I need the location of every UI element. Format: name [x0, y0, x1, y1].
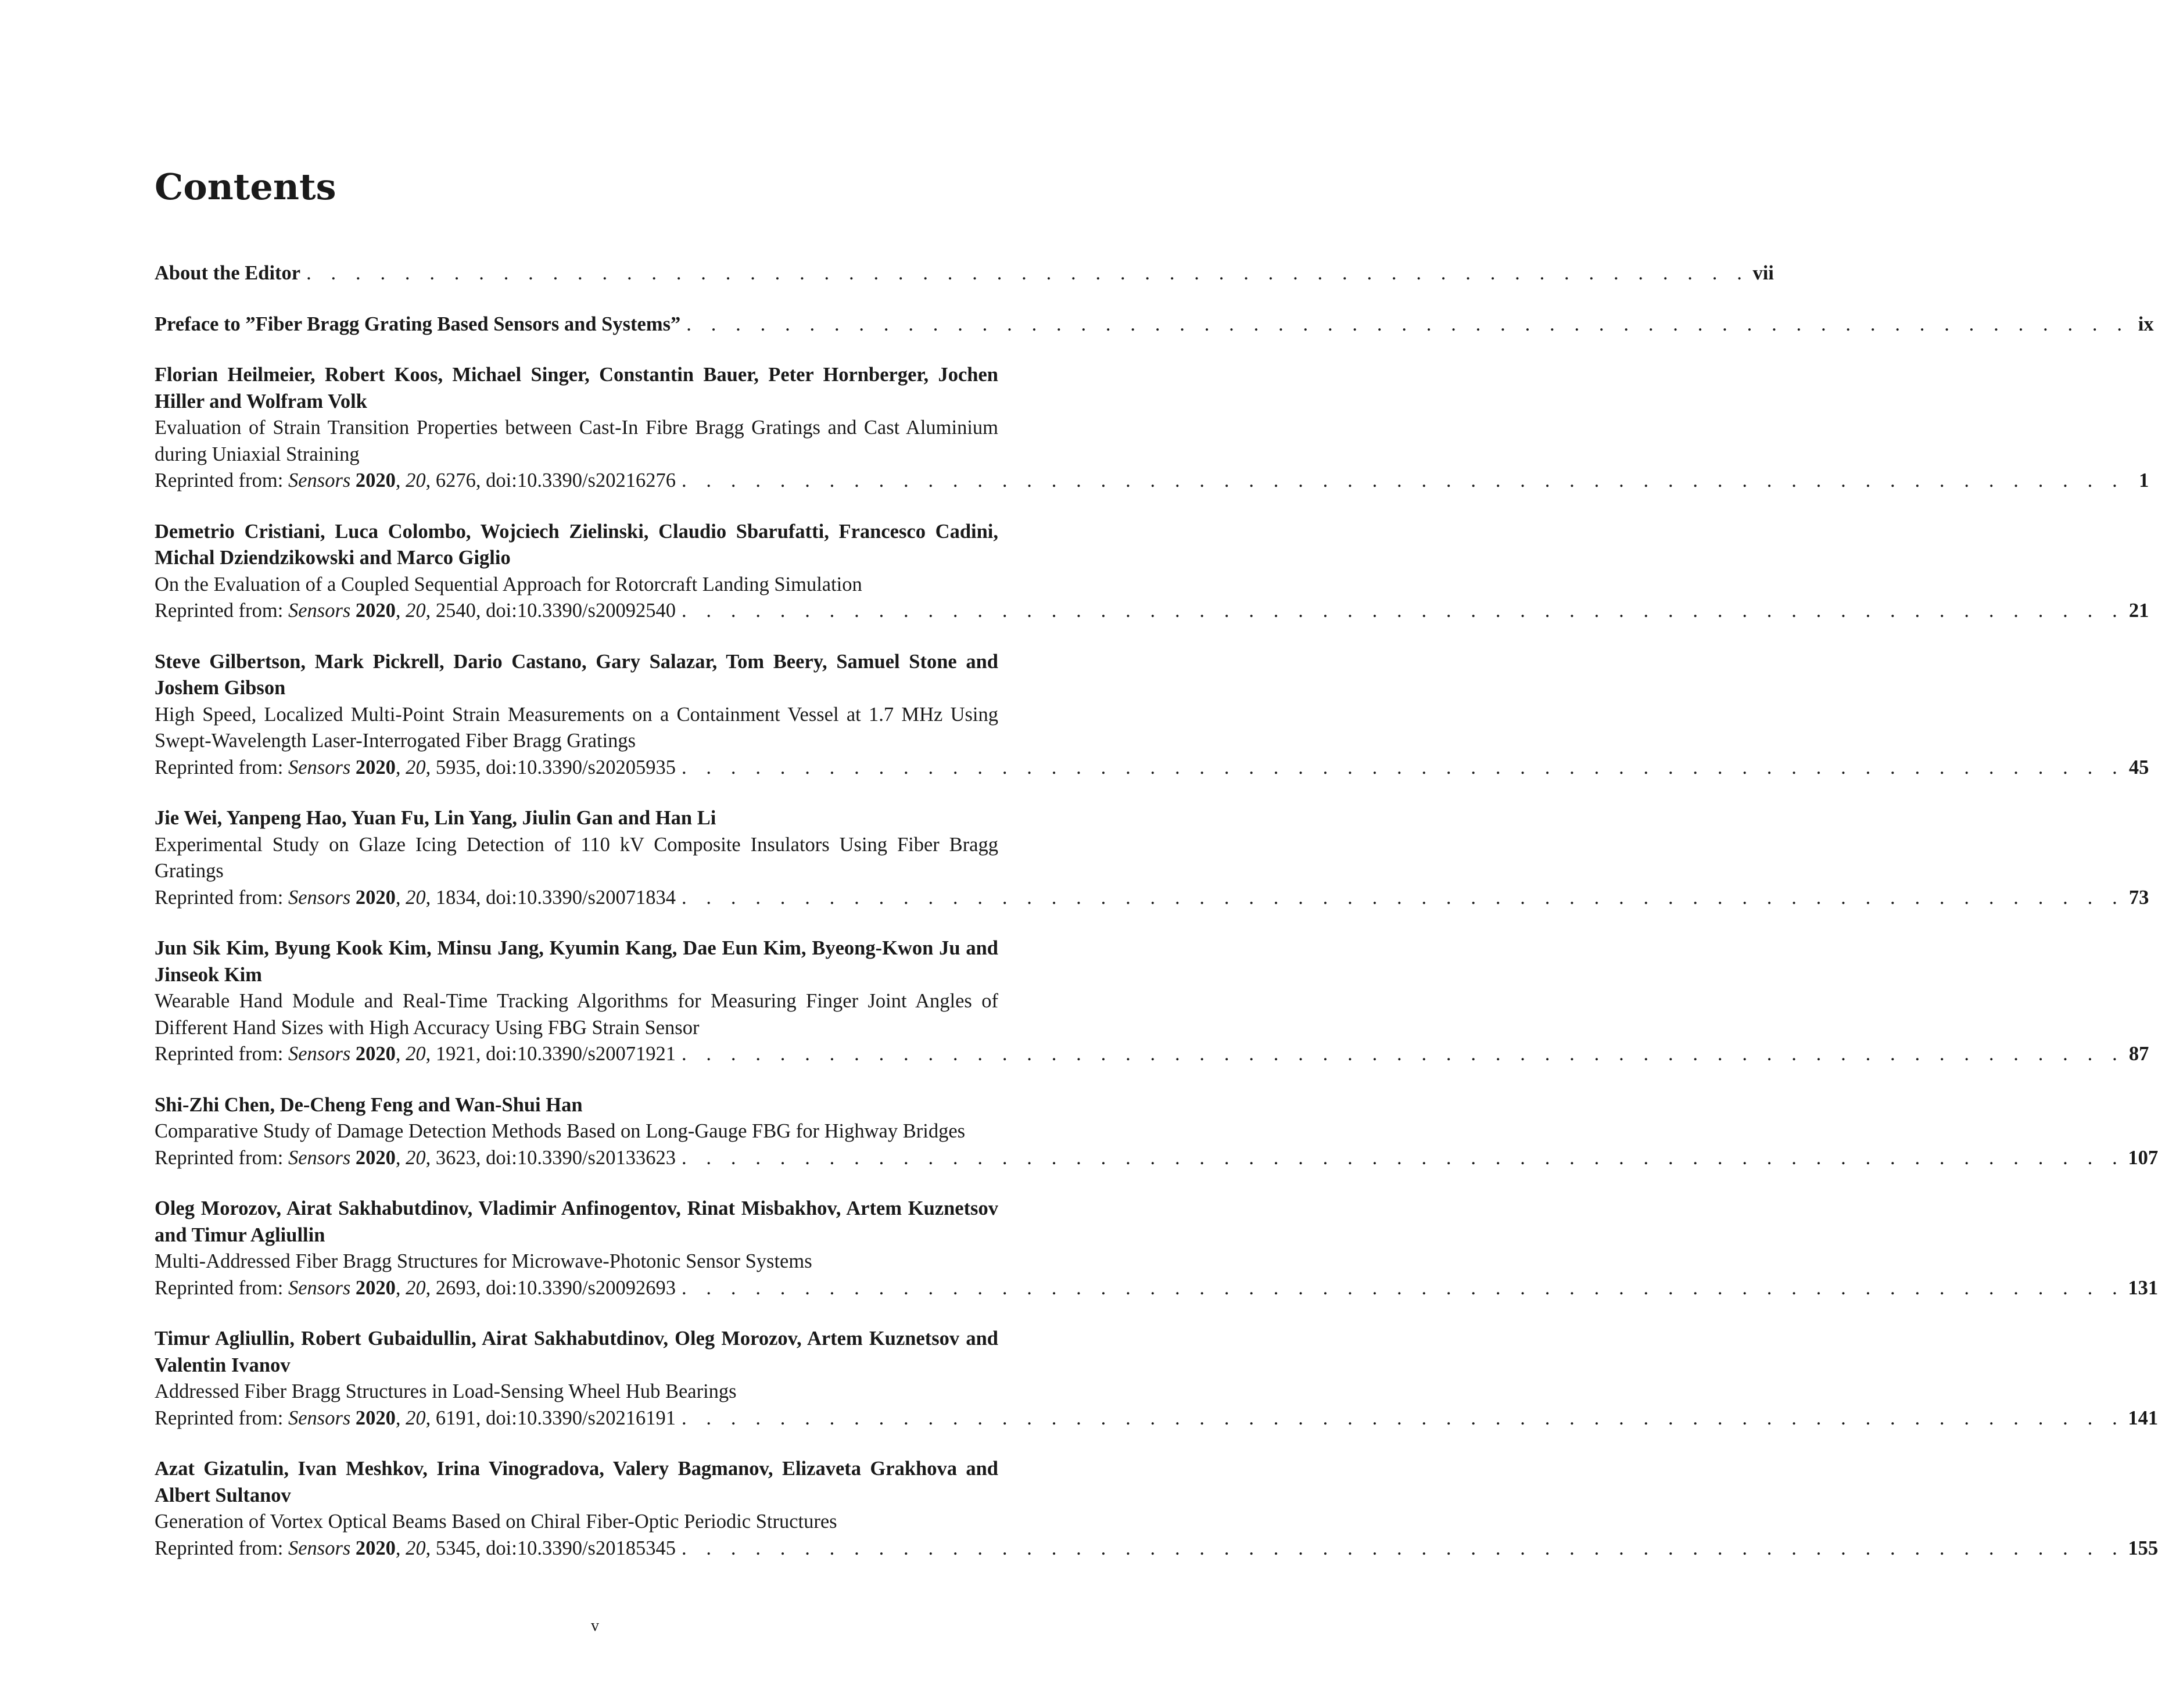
- toc-page-number: 21: [2128, 600, 2149, 622]
- reprint-prefix: Reprinted from:: [155, 469, 284, 491]
- article-authors: Jie Wei, Yanpeng Hao, Yuan Fu, Lin Yang, Jiulin Gan and Han Li: [155, 807, 716, 829]
- toc-page-number: 107: [2128, 1146, 2158, 1169]
- reprint-line: [155, 1535, 2158, 1562]
- toc-page-number: 45: [2128, 756, 2149, 778]
- article-title: Generation of Vortex Optical Beams Based on Chiral Fiber-Optic Periodic Structures: [155, 1510, 837, 1533]
- article-authors: Oleg Morozov, Airat Sakhabutdinov, Vladimir Anfinogentov, Rinat Misbakhov, Artem Kuznetsov and Timur Agliullin: [155, 1197, 998, 1246]
- reprint-prefix: Reprinted from:: [155, 756, 284, 778]
- citation-article-number: 1834: [435, 886, 476, 909]
- article-authors: Timur Agliullin, Robert Gubaidullin, Airat Sakhabutdinov, Oleg Morozov, Artem Kuznetsov and Valentin Ivanov: [155, 1327, 998, 1376]
- toc-entry-article[interactable]: [155, 649, 2149, 781]
- leader-dots: . . . . . . . . . . . . . . . . . . . . . . . . . . . . . . . . . . . . . . . . . . . . . . . . . . . . . . . . . . .: [681, 1146, 2125, 1169]
- toc-entry-title: Preface to ”Fiber Bragg Grating Based Sensors and Systems”: [155, 313, 681, 335]
- toc-page-number: 73: [2128, 886, 2149, 909]
- citation-article-number: 6191: [435, 1406, 476, 1429]
- reprint-line: [155, 1275, 2158, 1302]
- article-title: Multi-Addressed Fiber Bragg Structures for Microwave-Photonic Sensor Systems: [155, 1250, 812, 1272]
- citation-volume: 20: [406, 756, 426, 778]
- article-title: Evaluation of Strain Transition Properties between Cast-In Fibre Bragg Gratings and Cast Aluminium during Uniaxial Straining: [155, 417, 998, 465]
- citation-doi: doi:10.3390/s20216191: [486, 1406, 676, 1429]
- toc-entry-article[interactable]: [155, 1456, 2158, 1562]
- leader-dots: . . . . . . . . . . . . . . . . . . . . . . . . . . . . . . . . . . . . . . . . . . . . . . . . . . . . . . . . . . .: [681, 1537, 2125, 1559]
- journal-name: Sensors: [288, 756, 351, 778]
- reprint-line: [155, 885, 2149, 912]
- reprint-citation: Reprinted from: Sensors 2020, 20, 5935, doi:10.3390/s20205935: [155, 756, 676, 778]
- article-title: Experimental Study on Glaze Icing Detection of 110 kV Composite Insulators Using Fiber Bragg Gratings: [155, 833, 998, 882]
- toc-entry-article[interactable]: [155, 1092, 2158, 1172]
- toc-entry-preface[interactable]: [155, 311, 2154, 338]
- citation-article-number: 2693: [435, 1276, 476, 1299]
- citation-volume: 20: [406, 469, 426, 491]
- citation-article-number: 3623: [435, 1146, 476, 1169]
- toc-entry-article[interactable]: [155, 519, 2149, 625]
- reprint-line: [155, 1405, 2158, 1432]
- article-title: Comparative Study of Damage Detection Methods Based on Long-Gauge FBG for Highway Bridges: [155, 1120, 966, 1142]
- reprint-line: [155, 1145, 2158, 1172]
- citation-year: 2020: [355, 886, 396, 909]
- article-title: High Speed, Localized Multi-Point Strain Measurements on a Containment Vessel at 1.7 MHz Using Swept-Wavelength Laser-Interrogated Fiber Bragg Gratings: [155, 703, 998, 752]
- journal-name: Sensors: [288, 469, 351, 491]
- citation-volume: 20: [406, 1043, 426, 1065]
- toc-entry-article[interactable]: [155, 362, 2149, 494]
- journal-name: Sensors: [288, 600, 351, 622]
- reprint-line: [155, 1041, 2149, 1068]
- toc-entry-title: About the Editor: [155, 262, 301, 284]
- leader-dots: . . . . . . . . . . . . . . . . . . . . . . . . . . . . . . . . . . . . . . . . . . . . . . . . . . . . . . . . . . .: [681, 756, 2125, 778]
- toc-page-number: 131: [2128, 1276, 2158, 1299]
- reprint-citation: Reprinted from: Sensors 2020, 20, 6191, doi:10.3390/s20216191: [155, 1406, 676, 1429]
- reprint-citation: Reprinted from: Sensors 2020, 20, 1834, doi:10.3390/s20071834: [155, 886, 676, 909]
- reprint-line: [155, 598, 2149, 625]
- article-title: Wearable Hand Module and Real-Time Tracking Algorithms for Measuring Finger Joint Angles of Different Hand Sizes with High Accuracy Using FBG Strain Sensor: [155, 990, 998, 1039]
- toc-page-number: vii: [1752, 262, 1774, 284]
- citation-year: 2020: [355, 1146, 396, 1169]
- leader-dots: . . . . . . . . . . . . . . . . . . . . . . . . . . . . . . . . . . . . . . . . . . . . . . . . . . . . . . . . . . .: [681, 1276, 2125, 1299]
- journal-name: Sensors: [288, 1146, 351, 1169]
- journal-name: Sensors: [288, 1043, 351, 1065]
- reprint-citation: Reprinted from: Sensors 2020, 20, 6276, doi:10.3390/s20216276: [155, 469, 676, 491]
- article-authors: Shi-Zhi Chen, De-Cheng Feng and Wan-Shui Han: [155, 1093, 583, 1116]
- toc-leader-row: [155, 311, 2154, 338]
- citation-year: 2020: [355, 1537, 396, 1559]
- reprint-citation: Reprinted from: Sensors 2020, 20, 3623, doi:10.3390/s20133623: [155, 1146, 676, 1169]
- citation-doi: doi:10.3390/s20071834: [486, 886, 676, 909]
- article-authors: Florian Heilmeier, Robert Koos, Michael Singer, Constantin Bauer, Peter Hornberger, Jochen Hiller and Wolfram Volk: [155, 364, 998, 412]
- citation-year: 2020: [355, 756, 396, 778]
- article-title: On the Evaluation of a Coupled Sequential Approach for Rotorcraft Landing Simulation: [155, 573, 862, 595]
- toc-entry-article[interactable]: [155, 1326, 2158, 1431]
- citation-doi: doi:10.3390/s20092693: [486, 1276, 676, 1299]
- leader-dots: . . . . . . . . . . . . . . . . . . . . . . . . . . . . . . . . . . . . . . . . . . . . . . . . . . . . . . . . . . .: [681, 1406, 2125, 1429]
- toc-page-number: 141: [2128, 1406, 2158, 1429]
- citation-volume: 20: [406, 600, 426, 622]
- toc-page-number: 87: [2128, 1043, 2149, 1065]
- citation-doi: doi:10.3390/s20205935: [486, 756, 676, 778]
- toc-entry-article[interactable]: [155, 935, 2149, 1068]
- article-authors: Azat Gizatulin, Ivan Meshkov, Irina Vinogradova, Valery Bagmanov, Elizaveta Grakhova and Albert Sultanov: [155, 1458, 998, 1506]
- leader-dots: . . . . . . . . . . . . . . . . . . . . . . . . . . . . . . . . . . . . . . . . . . . . . . . . . . . . . . . . . . .: [681, 886, 2125, 909]
- reprint-prefix: Reprinted from:: [155, 600, 284, 622]
- citation-article-number: 5345: [435, 1537, 476, 1559]
- citation-doi: doi:10.3390/s20071921: [486, 1043, 676, 1065]
- citation-volume: 20: [406, 1146, 426, 1169]
- article-authors: Jun Sik Kim, Byung Kook Kim, Minsu Jang, Kyumin Kang, Dae Eun Kim, Byeong-Kwon Ju and Jinseok Kim: [155, 937, 998, 986]
- reprint-prefix: Reprinted from:: [155, 886, 284, 909]
- leader-dots: . . . . . . . . . . . . . . . . . . . . . . . . . . . . . . . . . . . . . . . . . . . . . . . . . . . . . . . . . . .: [681, 469, 2125, 491]
- reprint-citation: Reprinted from: Sensors 2020, 20, 1921, doi:10.3390/s20071921: [155, 1043, 676, 1065]
- toc-page-number: 1: [2139, 469, 2149, 491]
- citation-year: 2020: [355, 469, 396, 491]
- leader-dots: . . . . . . . . . . . . . . . . . . . . . . . . . . . . . . . . . . . . . . . . . . . . . . . . . . . . . . . . . . .: [686, 313, 2130, 335]
- leader-dots: . . . . . . . . . . . . . . . . . . . . . . . . . . . . . . . . . . . . . . . . . . . . . . . . . . . . . . . . . . .: [306, 262, 1750, 284]
- reprint-prefix: Reprinted from:: [155, 1406, 284, 1429]
- journal-name: Sensors: [288, 1406, 351, 1429]
- citation-doi: doi:10.3390/s20092540: [486, 600, 676, 622]
- citation-year: 2020: [355, 600, 396, 622]
- citation-year: 2020: [355, 1276, 396, 1299]
- toc-leader-row: [155, 260, 1774, 287]
- citation-article-number: 2540: [435, 600, 476, 622]
- reprint-citation: Reprinted from: Sensors 2020, 20, 2540, doi:10.3390/s20092540: [155, 600, 676, 622]
- reprint-line: [155, 468, 2149, 494]
- citation-article-number: 5935: [435, 756, 476, 778]
- journal-name: Sensors: [288, 1537, 351, 1559]
- leader-dots: . . . . . . . . . . . . . . . . . . . . . . . . . . . . . . . . . . . . . . . . . . . . . . . . . . . . . . . . . . .: [681, 1043, 2125, 1065]
- citation-article-number: 6276: [435, 469, 476, 491]
- reprint-prefix: Reprinted from:: [155, 1276, 284, 1299]
- citation-doi: doi:10.3390/s20185345: [486, 1537, 676, 1559]
- toc-page-number: 155: [2128, 1537, 2158, 1559]
- citation-volume: 20: [406, 1276, 426, 1299]
- toc-entry-article[interactable]: [155, 805, 2149, 911]
- citation-volume: 20: [406, 1406, 426, 1429]
- reprint-prefix: Reprinted from:: [155, 1043, 284, 1065]
- citation-article-number: 1921: [435, 1043, 476, 1065]
- citation-doi: doi:10.3390/s20216276: [486, 469, 676, 491]
- toc-entry-about-editor[interactable]: [155, 260, 1774, 287]
- journal-name: Sensors: [288, 886, 351, 909]
- journal-name: Sensors: [288, 1276, 351, 1299]
- leader-dots: . . . . . . . . . . . . . . . . . . . . . . . . . . . . . . . . . . . . . . . . . . . . . . . . . . . . . . . . . . .: [681, 600, 2125, 622]
- reprint-citation: Reprinted from: Sensors 2020, 20, 2693, doi:10.3390/s20092693: [155, 1276, 676, 1299]
- page-number: v: [591, 1617, 599, 1635]
- reprint-citation: Reprinted from: Sensors 2020, 20, 5345, doi:10.3390/s20185345: [155, 1537, 676, 1559]
- reprint-line: [155, 755, 2149, 781]
- reprint-prefix: Reprinted from:: [155, 1537, 284, 1559]
- toc-page-number: ix: [2138, 313, 2154, 335]
- citation-year: 2020: [355, 1043, 396, 1065]
- citation-volume: 20: [406, 1537, 426, 1559]
- reprint-prefix: Reprinted from:: [155, 1146, 284, 1169]
- citation-doi: doi:10.3390/s20133623: [486, 1146, 676, 1169]
- page-title: Contents: [155, 166, 336, 208]
- article-title: Addressed Fiber Bragg Structures in Load-Sensing Wheel Hub Bearings: [155, 1380, 737, 1402]
- citation-year: 2020: [355, 1406, 396, 1429]
- article-authors: Demetrio Cristiani, Luca Colombo, Wojciech Zielinski, Claudio Sbarufatti, Francesco Cadini, Michal Dziendzikowski and Marco Giglio: [155, 520, 998, 569]
- toc-entry-article[interactable]: [155, 1196, 2158, 1301]
- article-authors: Steve Gilbertson, Mark Pickrell, Dario Castano, Gary Salazar, Tom Beery, Samuel Stone and Joshem Gibson: [155, 650, 998, 699]
- citation-volume: 20: [406, 886, 426, 909]
- table-of-contents: [155, 260, 2158, 1586]
